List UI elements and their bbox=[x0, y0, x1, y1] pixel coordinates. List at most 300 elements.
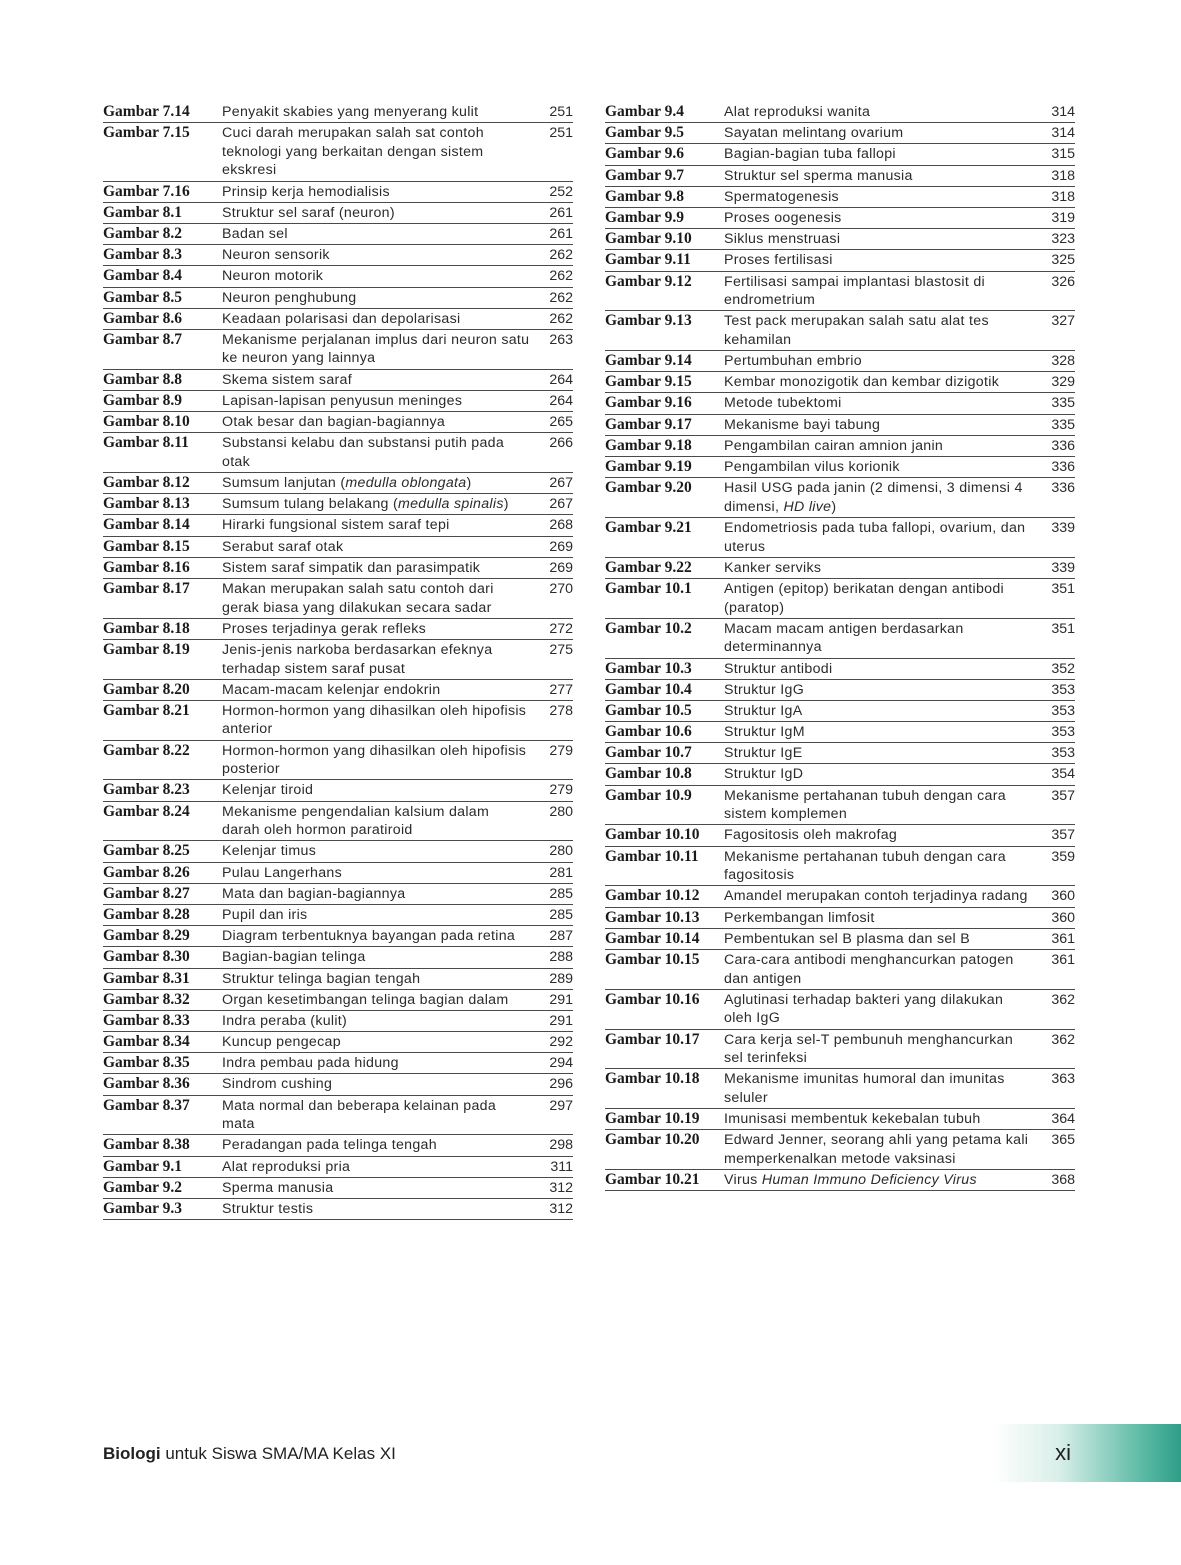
figure-title: Mekanisme pertahanan tubuh dengan cara fagositosis bbox=[724, 848, 1006, 884]
figure-entry bbox=[103, 579, 573, 619]
figure-entry bbox=[605, 311, 1075, 351]
figure-page: 279 bbox=[549, 742, 573, 759]
figure-entry bbox=[605, 372, 1075, 393]
figure-entry bbox=[103, 1178, 573, 1199]
figure-entry bbox=[605, 187, 1075, 208]
figure-title: Amandel merupakan contoh terjadinya radang bbox=[724, 888, 1028, 905]
figure-page: 314 bbox=[1051, 125, 1075, 142]
figure-title: Indra pembau pada hidung bbox=[222, 1055, 399, 1072]
figure-page: 262 bbox=[549, 310, 573, 327]
figure-entry bbox=[605, 1109, 1075, 1130]
figure-title: Struktur IgD bbox=[724, 766, 804, 783]
figure-page: 262 bbox=[549, 247, 573, 264]
figure-title: Sayatan melintang ovarium bbox=[724, 125, 904, 142]
figure-title: Mekanisme bayi tabung bbox=[724, 416, 881, 433]
figure-entry bbox=[103, 288, 573, 309]
figure-title: Cuci darah merupakan salah sat contoh teknologi yang berkaitan dengan sistem ekskresi bbox=[222, 125, 484, 179]
figure-title: Imunisasi membentuk kekebalan tubuh bbox=[724, 1111, 981, 1128]
figure-title: Kelenjar tiroid bbox=[222, 782, 314, 799]
figure-number: Gambar 8.5 bbox=[103, 288, 182, 306]
figure-entry bbox=[103, 1135, 573, 1156]
figure-number: Gambar 10.20 bbox=[605, 1131, 700, 1149]
figure-page: 264 bbox=[549, 371, 573, 388]
figure-page: 291 bbox=[549, 1012, 573, 1029]
figure-entry bbox=[605, 950, 1075, 990]
figure-entry bbox=[605, 659, 1075, 680]
figure-title: Serabut saraf otak bbox=[222, 538, 344, 555]
figure-title bbox=[724, 479, 1041, 516]
figure-number: Gambar 8.26 bbox=[103, 863, 190, 881]
page-number: xi bbox=[1055, 1440, 1071, 1465]
figure-title bbox=[222, 474, 539, 493]
figure-title: Fertilisasi sampai implantasi blastosit di endrometrium bbox=[724, 273, 985, 309]
figure-number: Gambar 9.9 bbox=[605, 208, 684, 226]
figure-page: 351 bbox=[1051, 580, 1075, 597]
figure-number: Gambar 8.34 bbox=[103, 1033, 190, 1051]
figure-entry bbox=[605, 579, 1075, 619]
page-tab-decoration bbox=[993, 1424, 1181, 1482]
figure-title: Hormon-hormon yang dihasilkan oleh hipofisis anterior bbox=[222, 702, 527, 738]
figure-entry bbox=[605, 102, 1075, 123]
figure-title: Spermatogenesis bbox=[724, 188, 839, 205]
figure-page: 318 bbox=[1051, 167, 1075, 184]
figure-number: Gambar 8.8 bbox=[103, 370, 182, 388]
figure-number: Gambar 10.18 bbox=[605, 1070, 700, 1088]
figure-page: 360 bbox=[1051, 909, 1075, 926]
figure-page: 362 bbox=[1051, 1031, 1075, 1048]
figure-title: Pupil dan iris bbox=[222, 906, 308, 923]
figure-number: Gambar 8.2 bbox=[103, 224, 182, 242]
figure-page: 353 bbox=[1051, 745, 1075, 762]
figure-entry bbox=[103, 1157, 573, 1178]
figure-title: Mata normal dan beberapa kelainan pada mata bbox=[222, 1097, 497, 1133]
figure-entry bbox=[605, 351, 1075, 372]
figure-page: 311 bbox=[550, 1158, 573, 1175]
figure-page: 318 bbox=[1051, 188, 1075, 205]
figure-number: Gambar 10.3 bbox=[605, 659, 692, 677]
figure-number: Gambar 8.31 bbox=[103, 969, 190, 987]
figure-page: 252 bbox=[549, 183, 573, 200]
figure-page: 319 bbox=[1051, 209, 1075, 226]
figure-title: Indra peraba (kulit) bbox=[222, 1012, 348, 1029]
figure-title: Penyakit skabies yang menyerang kulit bbox=[222, 104, 479, 120]
figure-page: 357 bbox=[1051, 787, 1075, 804]
figure-number: Gambar 10.10 bbox=[605, 826, 700, 844]
figure-entry bbox=[605, 436, 1075, 457]
figure-page: 267 bbox=[549, 496, 573, 513]
figure-entry bbox=[605, 558, 1075, 579]
figure-title: Sistem saraf simpatik dan parasimpatik bbox=[222, 559, 481, 576]
figure-number: Gambar 9.2 bbox=[103, 1178, 182, 1196]
figure-page: 263 bbox=[549, 331, 573, 348]
figure-page: 288 bbox=[549, 949, 573, 966]
figure-page: 339 bbox=[1051, 519, 1075, 536]
figure-page: 267 bbox=[549, 475, 573, 491]
figure-number: Gambar 10.5 bbox=[605, 701, 692, 719]
figure-number: Gambar 9.22 bbox=[605, 558, 692, 576]
book-title-bold: Biologi bbox=[103, 1444, 161, 1463]
figure-number: Gambar 8.38 bbox=[103, 1136, 190, 1154]
figure-entry bbox=[103, 1096, 573, 1136]
figure-number: Gambar 10.8 bbox=[605, 765, 692, 783]
figure-entry bbox=[103, 841, 573, 862]
figure-number: Gambar 8.32 bbox=[103, 990, 190, 1008]
figure-page: 272 bbox=[549, 620, 573, 637]
figure-page: 280 bbox=[549, 843, 573, 860]
figure-number: Gambar 10.13 bbox=[605, 908, 700, 926]
figure-title-italic: medulla spinalis bbox=[397, 496, 504, 513]
figure-entry bbox=[605, 825, 1075, 846]
figure-entry bbox=[103, 515, 573, 536]
figure-number: Gambar 10.9 bbox=[605, 786, 692, 804]
figure-title: Proses fertilisasi bbox=[724, 252, 833, 269]
figure-entry bbox=[103, 182, 573, 203]
figure-page: 262 bbox=[549, 268, 573, 285]
figure-number: Gambar 9.12 bbox=[605, 272, 692, 290]
figure-page: 312 bbox=[549, 1201, 573, 1217]
figure-title: Kanker serviks bbox=[724, 559, 822, 576]
figure-number: Gambar 8.7 bbox=[103, 330, 182, 348]
figure-number: Gambar 9.14 bbox=[605, 352, 692, 370]
figure-number: Gambar 8.11 bbox=[103, 434, 189, 452]
figure-page: 275 bbox=[549, 641, 573, 658]
figure-title: Alat reproduksi pria bbox=[222, 1158, 351, 1175]
figure-title: Kelenjar timus bbox=[222, 843, 317, 860]
figure-title: Proses oogenesis bbox=[724, 209, 842, 226]
figure-entry bbox=[103, 123, 573, 181]
figure-number: Gambar 8.12 bbox=[103, 474, 190, 491]
figure-page: 336 bbox=[1051, 459, 1075, 475]
figure-entry bbox=[103, 330, 573, 370]
figure-list-right bbox=[605, 102, 1075, 1191]
figure-page: 326 bbox=[1051, 273, 1075, 290]
figure-number: Gambar 8.4 bbox=[103, 267, 182, 285]
figure-number: Gambar 8.9 bbox=[103, 391, 182, 409]
figure-entry bbox=[605, 478, 1075, 518]
figure-entry bbox=[103, 558, 573, 579]
figure-number: Gambar 7.15 bbox=[103, 124, 190, 142]
book-title-rest: untuk Siswa SMA/MA Kelas XI bbox=[160, 1444, 396, 1463]
figure-entry bbox=[103, 926, 573, 947]
figure-number: Gambar 8.22 bbox=[103, 741, 190, 759]
figure-number: Gambar 10.16 bbox=[605, 990, 700, 1008]
figure-page: 291 bbox=[549, 991, 573, 1008]
figure-entry bbox=[103, 391, 573, 412]
figure-page: 352 bbox=[1051, 660, 1075, 677]
figure-page: 359 bbox=[1051, 848, 1075, 865]
figure-title: Aglutinasi terhadap bakteri yang dilakukan oleh IgG bbox=[724, 991, 1004, 1027]
figure-page: 296 bbox=[549, 1076, 573, 1093]
figure-page: 361 bbox=[1051, 930, 1075, 947]
figure-number: Gambar 7.16 bbox=[103, 182, 190, 200]
figure-page: 270 bbox=[549, 580, 573, 597]
figure-number: Gambar 8.29 bbox=[103, 927, 190, 945]
figure-entry bbox=[605, 518, 1075, 558]
figure-number: Gambar 10.12 bbox=[605, 887, 700, 905]
figure-entry bbox=[103, 245, 573, 266]
figure-entry bbox=[605, 1069, 1075, 1109]
figure-title: Peradangan pada telinga tengah bbox=[222, 1137, 437, 1154]
figure-entry bbox=[103, 741, 573, 781]
figure-title: Badan sel bbox=[222, 225, 288, 242]
figure-number: Gambar 8.20 bbox=[103, 680, 190, 698]
figure-number: Gambar 10.19 bbox=[605, 1110, 700, 1128]
figure-number: Gambar 10.15 bbox=[605, 950, 700, 968]
figure-number: Gambar 8.36 bbox=[103, 1075, 190, 1093]
figure-number: Gambar 8.30 bbox=[103, 948, 190, 966]
figure-title-text: Hasil USG pada janin (2 dimensi, 3 dimensi 4 dimensi, bbox=[724, 480, 1023, 515]
book-title-footer bbox=[103, 1444, 396, 1464]
figure-title: Kuncup pengecap bbox=[222, 1034, 341, 1051]
figure-title: Neuron sensorik bbox=[222, 247, 330, 264]
figure-entry bbox=[605, 457, 1075, 478]
figure-page: 323 bbox=[1051, 231, 1075, 248]
figure-entry bbox=[605, 1170, 1075, 1191]
figure-number: Gambar 8.18 bbox=[103, 619, 190, 637]
figure-page: 315 bbox=[1051, 146, 1075, 163]
figure-title: Proses terjadinya gerak refleks bbox=[222, 620, 427, 637]
figure-page: 351 bbox=[1051, 620, 1075, 637]
figure-title: Mekanisme imunitas humoral dan imunitas seluler bbox=[724, 1071, 1005, 1106]
figure-page: 353 bbox=[1051, 724, 1075, 741]
figure-title: Skema sistem saraf bbox=[222, 371, 352, 388]
figure-title: Struktur IgA bbox=[724, 702, 803, 719]
figure-number: Gambar 9.5 bbox=[605, 124, 684, 142]
figure-page: 336 bbox=[1051, 437, 1075, 454]
figure-title: Struktur testis bbox=[222, 1201, 314, 1217]
figure-number: Gambar 8.13 bbox=[103, 495, 190, 513]
figure-page: 289 bbox=[549, 970, 573, 987]
figure-page: 353 bbox=[1051, 681, 1075, 698]
figure-page: 261 bbox=[549, 225, 573, 242]
figure-list-left bbox=[103, 102, 573, 1220]
figure-title-text: Sumsum lanjutan ( bbox=[222, 475, 346, 491]
figure-entry bbox=[103, 640, 573, 680]
figure-page: 277 bbox=[549, 681, 573, 698]
figure-title: Keadaan polarisasi dan depolarisasi bbox=[222, 310, 461, 327]
figure-page: 279 bbox=[549, 782, 573, 799]
figure-number: Gambar 8.17 bbox=[103, 579, 190, 597]
figure-number: Gambar 10.6 bbox=[605, 723, 692, 741]
figure-page: 285 bbox=[549, 906, 573, 923]
figure-number: Gambar 9.20 bbox=[605, 479, 692, 497]
figure-title: Metode tubektomi bbox=[724, 395, 842, 412]
figure-title: Substansi kelabu dan substansi putih pada otak bbox=[222, 435, 505, 470]
figure-entry bbox=[103, 619, 573, 640]
figure-number: Gambar 8.28 bbox=[103, 905, 190, 923]
figure-title: Struktur IgG bbox=[724, 681, 805, 698]
figure-page: 335 bbox=[1051, 395, 1075, 412]
figure-entry bbox=[605, 786, 1075, 826]
figure-title: Hirarki fungsional sistem saraf tepi bbox=[222, 517, 450, 534]
figure-page: 357 bbox=[1051, 827, 1075, 844]
figure-number: Gambar 10.4 bbox=[605, 680, 692, 698]
figure-title-italic: Human Immuno Deficiency Virus bbox=[761, 1172, 977, 1189]
figure-page: 328 bbox=[1051, 353, 1075, 370]
figure-page: 281 bbox=[549, 864, 573, 881]
figure-entry bbox=[103, 863, 573, 884]
figure-number: Gambar 8.10 bbox=[103, 413, 190, 431]
figure-page: 261 bbox=[549, 204, 573, 221]
figure-page: 269 bbox=[549, 538, 573, 555]
figure-title: Neuron motorik bbox=[222, 268, 324, 285]
figure-number: Gambar 8.21 bbox=[103, 701, 190, 719]
figure-page: 360 bbox=[1051, 888, 1075, 905]
figure-number: Gambar 9.18 bbox=[605, 436, 692, 454]
figure-title: Cara kerja sel-T pembunuh menghancurkan sel terinfeksi bbox=[724, 1031, 1014, 1067]
figure-page: 264 bbox=[549, 392, 573, 409]
figure-page: 278 bbox=[549, 702, 573, 719]
figure-page: 266 bbox=[549, 435, 573, 452]
figure-page: 329 bbox=[1051, 374, 1075, 391]
figure-title: Prinsip kerja hemodialisis bbox=[222, 183, 390, 200]
figure-title bbox=[724, 1171, 1041, 1190]
figure-number: Gambar 9.6 bbox=[605, 145, 684, 163]
figure-number: Gambar 8.37 bbox=[103, 1096, 190, 1114]
figure-entry bbox=[605, 929, 1075, 950]
figure-title-after: ) bbox=[831, 498, 837, 515]
figure-title-after: ) bbox=[466, 475, 472, 491]
figure-entry bbox=[103, 780, 573, 801]
figure-title: Siklus menstruasi bbox=[724, 231, 841, 248]
figure-title-text: Virus bbox=[724, 1172, 762, 1189]
figure-number: Gambar 7.14 bbox=[103, 103, 190, 120]
figure-entry bbox=[103, 680, 573, 701]
figure-entry bbox=[103, 990, 573, 1011]
figure-number: Gambar 8.6 bbox=[103, 309, 182, 327]
figure-page: 292 bbox=[549, 1034, 573, 1051]
figure-title: Struktur antibodi bbox=[724, 660, 833, 677]
figure-entry bbox=[605, 272, 1075, 312]
figure-title: Alat reproduksi wanita bbox=[724, 104, 871, 120]
figure-number: Gambar 8.24 bbox=[103, 802, 190, 820]
figure-page: 280 bbox=[549, 803, 573, 820]
figure-title: Test pack merupakan salah satu alat tes kehamilan bbox=[724, 313, 989, 348]
figure-number: Gambar 9.17 bbox=[605, 415, 692, 433]
figure-title: Sindrom cushing bbox=[222, 1076, 333, 1093]
figure-title: Neuron penghubung bbox=[222, 289, 357, 306]
figure-page: 368 bbox=[1051, 1172, 1075, 1189]
figure-title: Fagositosis oleh makrofag bbox=[724, 827, 898, 844]
figure-page: 327 bbox=[1051, 313, 1075, 330]
figure-page: 285 bbox=[549, 885, 573, 902]
figure-number: Gambar 8.23 bbox=[103, 781, 190, 799]
figure-number: Gambar 9.10 bbox=[605, 230, 692, 248]
figure-title-text: Sumsum tulang belakang ( bbox=[222, 496, 398, 513]
figure-title: Struktur telinga bagian tengah bbox=[222, 970, 421, 987]
figure-page: 336 bbox=[1051, 480, 1075, 497]
figure-entry bbox=[605, 764, 1075, 785]
figure-entry bbox=[103, 266, 573, 287]
figure-page: 364 bbox=[1051, 1111, 1075, 1128]
figure-number: Gambar 9.1 bbox=[103, 1157, 182, 1175]
figure-entry bbox=[103, 1199, 573, 1220]
figure-entry bbox=[605, 250, 1075, 271]
figure-title-italic: medulla oblongata bbox=[345, 475, 467, 491]
figure-page: 268 bbox=[549, 517, 573, 534]
figure-number: Gambar 8.33 bbox=[103, 1011, 190, 1029]
figure-title: Mekanisme pengendalian kalsium dalam darah oleh hormon paratiroid bbox=[222, 803, 490, 839]
figure-entry bbox=[103, 905, 573, 926]
figure-entry bbox=[103, 1053, 573, 1074]
figure-number: Gambar 9.21 bbox=[605, 518, 692, 536]
figure-entry bbox=[605, 229, 1075, 250]
figure-entry bbox=[103, 309, 573, 330]
figure-title: Mekanisme perjalanan implus dari neuron satu ke neuron yang lainnya bbox=[222, 331, 530, 367]
figure-title: Struktur IgM bbox=[724, 724, 805, 741]
figure-page: 262 bbox=[549, 289, 573, 306]
figure-entry bbox=[103, 537, 573, 558]
figure-entry bbox=[103, 1074, 573, 1095]
figure-page: 297 bbox=[549, 1097, 573, 1114]
figure-number: Gambar 9.16 bbox=[605, 394, 692, 412]
figure-number: Gambar 10.7 bbox=[605, 744, 692, 762]
figure-entry bbox=[103, 494, 573, 515]
figure-title: Hormon-hormon yang dihasilkan oleh hipofisis posterior bbox=[222, 742, 527, 778]
figure-page: 353 bbox=[1051, 702, 1075, 719]
figure-page: 363 bbox=[1051, 1071, 1075, 1088]
figure-entry bbox=[605, 1130, 1075, 1170]
figure-entry bbox=[605, 619, 1075, 659]
figure-entry bbox=[605, 990, 1075, 1030]
figure-page: 335 bbox=[1051, 416, 1075, 433]
figure-entry bbox=[103, 203, 573, 224]
figure-title: Jenis-jenis narkoba berdasarkan efeknya terhadap sistem saraf pusat bbox=[222, 641, 493, 677]
figure-title: Struktur sel sperma manusia bbox=[724, 167, 913, 184]
figure-entry bbox=[605, 908, 1075, 929]
figure-entry bbox=[605, 701, 1075, 722]
figure-entry bbox=[103, 1032, 573, 1053]
figure-title: Diagram terbentuknya bayangan pada retina bbox=[222, 928, 516, 945]
figure-entry bbox=[605, 1030, 1075, 1070]
figure-number: Gambar 9.7 bbox=[605, 166, 684, 184]
figure-page: 294 bbox=[549, 1055, 573, 1072]
figure-number: Gambar 8.1 bbox=[103, 203, 182, 221]
figure-entry bbox=[605, 208, 1075, 229]
figure-entry bbox=[103, 370, 573, 391]
figure-number: Gambar 10.11 bbox=[605, 847, 699, 865]
figure-title: Mata dan bagian-bagiannya bbox=[222, 885, 406, 902]
figure-title: Pengambilan cairan amnion janin bbox=[724, 437, 944, 454]
figure-title: Bagian-bagian tuba fallopi bbox=[724, 146, 896, 163]
figure-title: Bagian-bagian telinga bbox=[222, 949, 366, 966]
figure-entry bbox=[605, 886, 1075, 907]
figure-number: Gambar 9.11 bbox=[605, 251, 691, 269]
figure-entry bbox=[103, 701, 573, 741]
figure-page: 325 bbox=[1051, 252, 1075, 269]
figure-entry bbox=[605, 166, 1075, 187]
figure-title: Struktur IgE bbox=[724, 745, 803, 762]
figure-entry bbox=[605, 743, 1075, 764]
figure-title: Struktur sel saraf (neuron) bbox=[222, 204, 395, 221]
figure-entry bbox=[103, 102, 573, 123]
figure-title: Endometriosis pada tuba fallopi, ovarium, dan uterus bbox=[724, 519, 1026, 555]
figure-number: Gambar 10.2 bbox=[605, 619, 692, 637]
figure-title: Pulau Langerhans bbox=[222, 864, 342, 881]
figure-number: Gambar 9.4 bbox=[605, 103, 684, 120]
figure-title: Makan merupakan salah satu contoh dari gerak biasa yang dilakukan secara sadar bbox=[222, 580, 494, 616]
figure-page: 251 bbox=[549, 125, 573, 142]
figure-title: Perkembangan limfosit bbox=[724, 909, 875, 926]
figure-title: Pembentukan sel B plasma dan sel B bbox=[724, 930, 971, 947]
figure-title: Pertumbuhan embrio bbox=[724, 353, 862, 370]
figure-page: 298 bbox=[549, 1137, 573, 1154]
figure-number: Gambar 8.27 bbox=[103, 884, 190, 902]
figure-number: Gambar 9.8 bbox=[605, 187, 684, 205]
figure-title: Macam macam antigen berdasarkan determinannya bbox=[724, 620, 964, 656]
figure-title: Kembar monozigotik dan kembar dizigotik bbox=[724, 374, 1000, 391]
figure-entry bbox=[605, 847, 1075, 887]
